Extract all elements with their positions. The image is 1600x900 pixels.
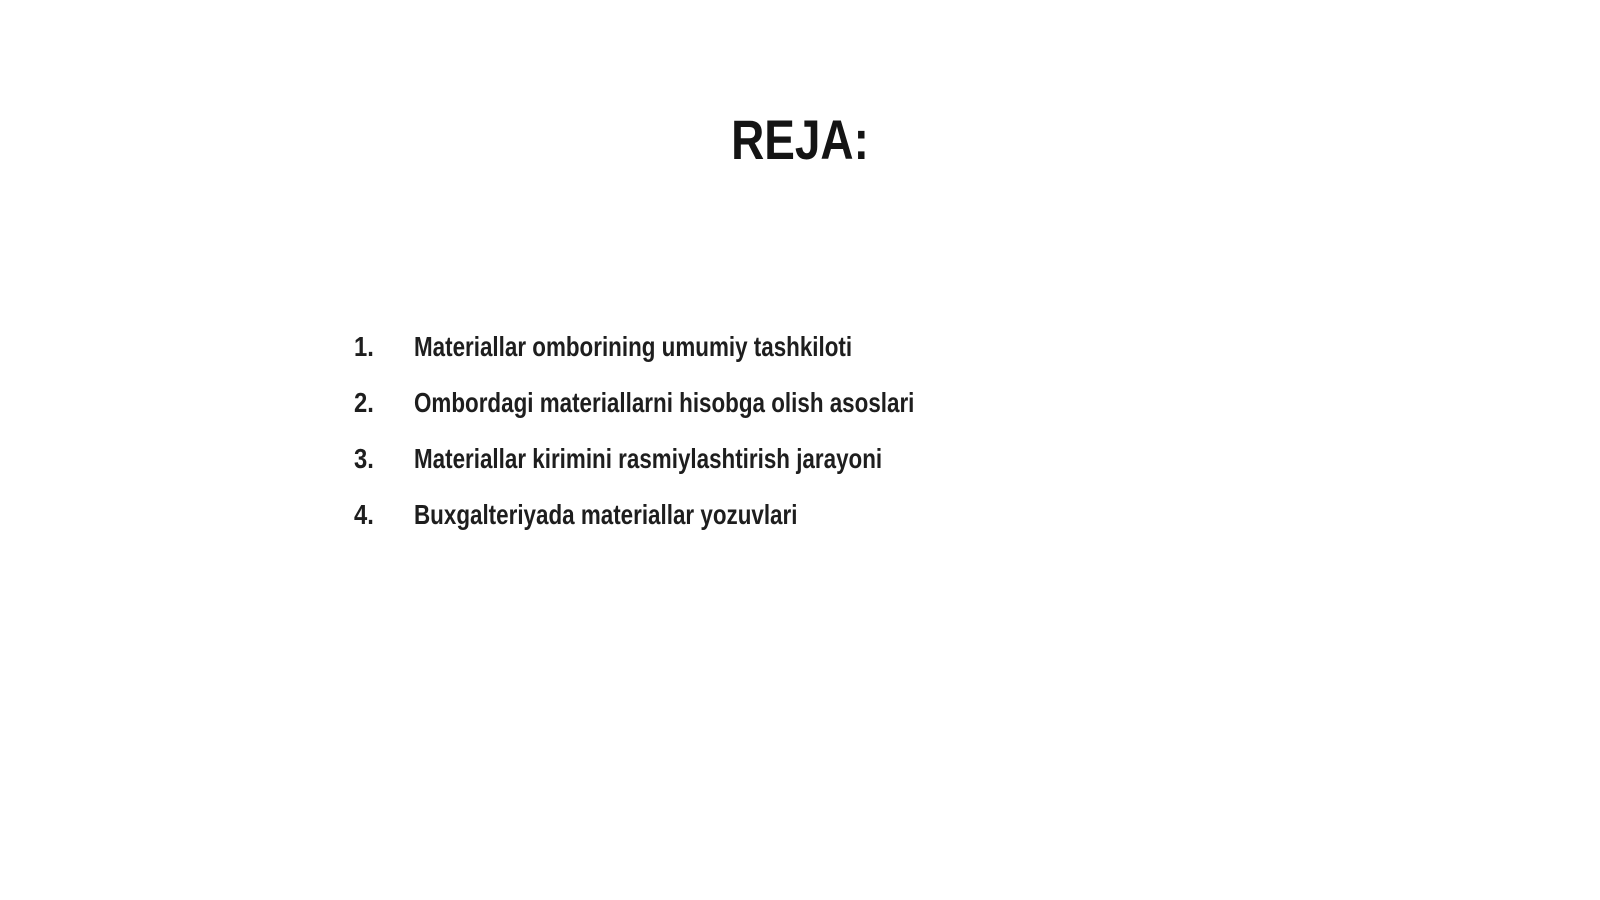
slide-title: REJA: [731, 108, 869, 171]
plan-item-number: 3. [354, 443, 374, 474]
plan-item-text: Ombordagi materiallarni hisobga olish asoslari [414, 387, 915, 418]
plan-item-2 [354, 383, 1040, 439]
plan-item-text: Buxgalteriyada materiallar yozuvlari [414, 499, 798, 530]
plan-list [354, 327, 1040, 551]
plan-item-text: Materiallar kirimini rasmiylashtirish jarayoni [414, 443, 883, 474]
plan-item-number: 1. [354, 331, 374, 362]
plan-item-text: Materiallar omborining umumiy tashkiloti [414, 331, 853, 362]
plan-item-number: 4. [354, 499, 374, 530]
plan-item-4 [354, 495, 1040, 551]
plan-item-3 [354, 439, 1040, 495]
plan-item-number: 2. [354, 387, 374, 418]
plan-item-1 [354, 327, 1040, 383]
